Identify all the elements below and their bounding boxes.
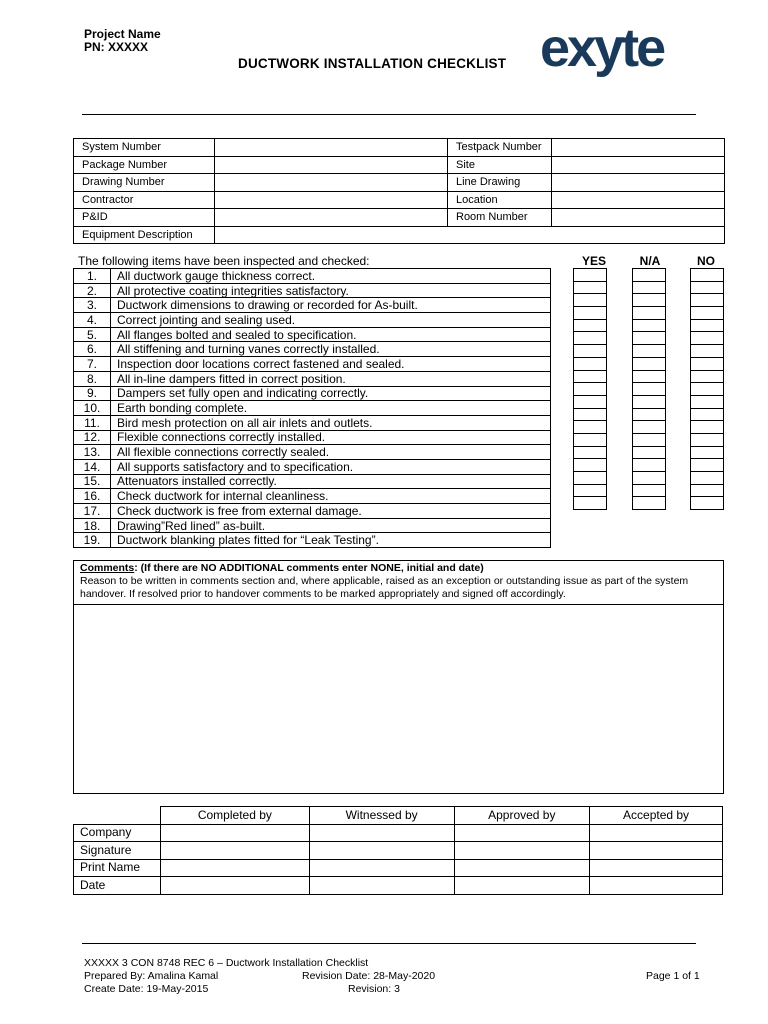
col-na-header: N/A — [639, 254, 661, 268]
signoff-field[interactable] — [161, 859, 310, 877]
info-value-field[interactable] — [552, 156, 725, 174]
signoff-field[interactable] — [454, 824, 590, 842]
checklist-item — [74, 327, 551, 342]
na-checkbox[interactable] — [632, 420, 666, 434]
na-checkbox[interactable] — [632, 484, 666, 498]
info-label: Contractor — [74, 191, 215, 209]
info-row — [74, 209, 725, 227]
info-value-field[interactable] — [215, 209, 448, 227]
checklist-item-number: 19. — [74, 533, 111, 548]
checklist-item-number: 14. — [74, 459, 111, 474]
signoff-col-header: Accepted by — [590, 807, 723, 825]
signoff-row-label: Print Name — [74, 859, 161, 877]
page-title: DUCTWORK INSTALLATION CHECKLIST — [238, 56, 507, 71]
checklist-intro: The following items have been inspected and checked: — [78, 254, 370, 268]
yes-checkbox[interactable] — [573, 370, 607, 384]
checklist-item-number: 6. — [74, 342, 111, 357]
signoff-row — [74, 842, 723, 860]
info-value-field[interactable] — [552, 139, 725, 157]
signoff-field[interactable] — [161, 842, 310, 860]
checklist-item-number: 12. — [74, 430, 111, 445]
signoff-header-row — [74, 807, 723, 825]
signoff-field[interactable] — [590, 824, 723, 842]
yes-checkbox-column — [573, 268, 607, 510]
signoff-corner — [74, 807, 161, 825]
checklist-item-number: 11. — [74, 415, 111, 430]
yes-checkbox[interactable] — [573, 319, 607, 333]
info-table — [73, 138, 725, 244]
checklist-item-text: All in-line dampers fitted in correct position. — [111, 371, 551, 386]
info-row — [74, 226, 725, 244]
signoff-field[interactable] — [309, 859, 454, 877]
info-label: P&ID — [74, 209, 215, 227]
na-checkbox[interactable] — [632, 344, 666, 358]
checklist-item-text: All supports satisfactory and to specification. — [111, 459, 551, 474]
signoff-field[interactable] — [590, 859, 723, 877]
na-checkbox-column — [632, 268, 666, 510]
signoff-field[interactable] — [161, 824, 310, 842]
checklist-item-text: All protective coating integrities satisfactory. — [111, 283, 551, 298]
footer-divider — [82, 943, 696, 944]
checklist-item — [74, 489, 551, 504]
yes-checkbox[interactable] — [573, 395, 607, 409]
checklist-item-text: Inspection door locations correct fastened and sealed. — [111, 357, 551, 372]
info-row — [74, 174, 725, 192]
checklist-item-number: 9. — [74, 386, 111, 401]
checklist-item — [74, 533, 551, 548]
comments-label: Comments — [80, 562, 135, 574]
na-checkbox[interactable] — [632, 395, 666, 409]
no-checkbox[interactable] — [690, 484, 724, 498]
no-checkbox[interactable] — [690, 408, 724, 422]
yes-checkbox[interactable] — [573, 331, 607, 345]
checklist-item — [74, 283, 551, 298]
footer-prepared-by: Prepared By: Amalina Kamal — [84, 970, 219, 982]
info-row — [74, 139, 725, 157]
info-label: System Number — [74, 139, 215, 157]
na-checkbox[interactable] — [632, 281, 666, 295]
checklist-item-text: Flexible connections correctly installed. — [111, 430, 551, 445]
signoff-row-label: Signature — [74, 842, 161, 860]
checklist-item-number: 16. — [74, 489, 111, 504]
na-checkbox[interactable] — [632, 446, 666, 460]
info-label: Drawing Number — [74, 174, 215, 192]
footer-page-number: Page 1 of 1 — [646, 970, 700, 982]
no-checkbox[interactable] — [690, 370, 724, 384]
checklist-item — [74, 298, 551, 313]
no-checkbox[interactable] — [690, 382, 724, 396]
comments-header — [74, 561, 723, 605]
info-label: Package Number — [74, 156, 215, 174]
no-checkbox[interactable] — [690, 420, 724, 434]
signoff-row — [74, 877, 723, 895]
na-checkbox[interactable] — [632, 433, 666, 447]
checklist-item — [74, 371, 551, 386]
signoff-row-label: Date — [74, 877, 161, 895]
info-row — [74, 156, 725, 174]
checklist-item-number: 17. — [74, 504, 111, 519]
signoff-row — [74, 824, 723, 842]
footer-revision-date: Revision Date: 28-May-2020 — [302, 970, 436, 982]
info-label: Testpack Number — [448, 139, 552, 157]
checklist-item — [74, 401, 551, 416]
footer-revision: Revision: 3 — [348, 983, 400, 995]
no-checkbox[interactable] — [690, 433, 724, 447]
no-checkbox[interactable] — [690, 357, 724, 371]
info-value-field[interactable] — [215, 174, 448, 192]
checklist-item — [74, 269, 551, 284]
checklist-item-number: 18. — [74, 518, 111, 533]
header-divider — [82, 114, 696, 115]
project-name: Project Name — [84, 27, 161, 41]
comments-box — [73, 560, 724, 794]
checklist-item — [74, 504, 551, 519]
comments-body: Reason to be written in comments section and, where applicable, raised as an exception or outstanding issue as part of the system handover. If resolved prior to handover comments to be marked appropriately and signed off accordingly. — [80, 575, 689, 600]
no-checkbox[interactable] — [690, 281, 724, 295]
checklist-item-text: Bird mesh protection on all air inlets and outlets. — [111, 415, 551, 430]
no-checkbox[interactable] — [690, 293, 724, 307]
footer-doc-ref: XXXXX 3 CON 8748 REC 6 – Ductwork Installation Checklist — [84, 957, 369, 969]
signoff-field[interactable] — [309, 842, 454, 860]
checklist-item-number: 4. — [74, 313, 111, 328]
logo-text: exyte — [540, 22, 664, 78]
checklist-item-number: 15. — [74, 474, 111, 489]
no-checkbox[interactable] — [690, 471, 724, 485]
checklist-item-number: 1. — [74, 269, 111, 284]
exyte-logo — [540, 22, 702, 82]
checklist-item-text: Correct jointing and sealing used. — [111, 313, 551, 328]
no-checkbox[interactable] — [690, 446, 724, 460]
col-yes-header: YES — [581, 254, 606, 268]
info-value-field[interactable] — [552, 191, 725, 209]
yes-checkbox[interactable] — [573, 496, 607, 510]
checklist-item-text: All stiffening and turning vanes correctly installed. — [111, 342, 551, 357]
no-checkbox[interactable] — [690, 331, 724, 345]
na-checkbox[interactable] — [632, 471, 666, 485]
signoff-field[interactable] — [309, 824, 454, 842]
no-checkbox[interactable] — [690, 395, 724, 409]
checklist-item-text: All ductwork gauge thickness correct. — [111, 269, 551, 284]
info-label: Site — [448, 156, 552, 174]
project-number: PN: XXXXX — [84, 40, 149, 54]
na-checkbox[interactable] — [632, 319, 666, 333]
comments-instruction: : (If there are NO ADDITIONAL comments enter NONE, initial and date) — [134, 562, 484, 574]
signoff-field[interactable] — [590, 877, 723, 895]
checklist-item-number: 13. — [74, 445, 111, 460]
checklist-item — [74, 430, 551, 445]
info-row — [74, 191, 725, 209]
checklist-item-text: Check ductwork is free from external damage. — [111, 504, 551, 519]
checklist-item-number: 5. — [74, 327, 111, 342]
no-checkbox-column — [690, 268, 724, 510]
signoff-row-label: Company — [74, 824, 161, 842]
checklist-item-number: 3. — [74, 298, 111, 313]
no-checkbox[interactable] — [690, 496, 724, 510]
no-checkbox[interactable] — [690, 306, 724, 320]
checklist-table — [73, 268, 551, 548]
checklist-item — [74, 459, 551, 474]
signoff-field[interactable] — [454, 859, 590, 877]
checklist-item — [74, 415, 551, 430]
checklist-item — [74, 445, 551, 460]
checklist-item-text: Drawing”Red lined” as-built. — [111, 518, 551, 533]
info-value-field[interactable] — [215, 191, 448, 209]
na-checkbox[interactable] — [632, 306, 666, 320]
na-checkbox[interactable] — [632, 382, 666, 396]
yes-checkbox[interactable] — [573, 344, 607, 358]
signoff-field[interactable] — [590, 842, 723, 860]
checklist-item-number: 2. — [74, 283, 111, 298]
yes-checkbox[interactable] — [573, 471, 607, 485]
checklist-item-text: All flexible connections correctly sealed. — [111, 445, 551, 460]
no-checkbox[interactable] — [690, 319, 724, 333]
na-checkbox[interactable] — [632, 331, 666, 345]
checklist-item-text: Dampers set fully open and indicating correctly. — [111, 386, 551, 401]
yes-checkbox[interactable] — [573, 382, 607, 396]
checklist-item — [74, 357, 551, 372]
yes-checkbox[interactable] — [573, 458, 607, 472]
yes-checkbox[interactable] — [573, 357, 607, 371]
yes-checkbox[interactable] — [573, 484, 607, 498]
signoff-field[interactable] — [454, 877, 590, 895]
checklist-item-text: Attenuators installed correctly. — [111, 474, 551, 489]
checklist-item — [74, 474, 551, 489]
info-value-field[interactable] — [552, 174, 725, 192]
signoff-row — [74, 859, 723, 877]
signoff-col-header: Witnessed by — [309, 807, 454, 825]
yes-checkbox[interactable] — [573, 433, 607, 447]
signoff-table — [73, 806, 723, 895]
info-label: Line Drawing — [448, 174, 552, 192]
yes-checkbox[interactable] — [573, 293, 607, 307]
na-checkbox[interactable] — [632, 370, 666, 384]
signoff-field[interactable] — [454, 842, 590, 860]
checklist-item-number: 7. — [74, 357, 111, 372]
info-label: Equipment Description — [74, 226, 215, 244]
na-checkbox[interactable] — [632, 408, 666, 422]
na-checkbox[interactable] — [632, 458, 666, 472]
checklist-item — [74, 313, 551, 328]
no-checkbox[interactable] — [690, 458, 724, 472]
checklist-item — [74, 386, 551, 401]
footer-create-date: Create Date: 19-May-2015 — [84, 983, 209, 995]
signoff-col-header: Completed by — [161, 807, 310, 825]
checklist-item-number: 10. — [74, 401, 111, 416]
info-value-field[interactable] — [552, 209, 725, 227]
checklist-item — [74, 518, 551, 533]
checklist-item-text: Check ductwork for internal cleanliness. — [111, 489, 551, 504]
na-checkbox[interactable] — [632, 293, 666, 307]
yes-checkbox[interactable] — [573, 281, 607, 295]
equipment-description-field[interactable] — [215, 226, 725, 244]
yes-checkbox[interactable] — [573, 446, 607, 460]
no-checkbox[interactable] — [690, 268, 724, 282]
signoff-field[interactable] — [309, 877, 454, 895]
na-checkbox[interactable] — [632, 496, 666, 510]
checklist-item-text: Ductwork blanking plates fitted for “Leak Testing”. — [111, 533, 551, 548]
yes-checkbox[interactable] — [573, 408, 607, 422]
na-checkbox[interactable] — [632, 357, 666, 371]
info-value-field[interactable] — [215, 156, 448, 174]
signoff-field[interactable] — [161, 877, 310, 895]
yes-checkbox[interactable] — [573, 268, 607, 282]
info-label: Room Number — [448, 209, 552, 227]
yes-checkbox[interactable] — [573, 420, 607, 434]
na-checkbox[interactable] — [632, 268, 666, 282]
comments-entry-area[interactable] — [74, 605, 723, 793]
checklist-item-text: Earth bonding complete. — [111, 401, 551, 416]
col-no-header: NO — [697, 254, 715, 268]
checklist-item-number: 8. — [74, 371, 111, 386]
info-label: Location — [448, 191, 552, 209]
yes-checkbox[interactable] — [573, 306, 607, 320]
signoff-col-header: Approved by — [454, 807, 590, 825]
no-checkbox[interactable] — [690, 344, 724, 358]
info-value-field[interactable] — [215, 139, 448, 157]
checklist-item-text: All flanges bolted and sealed to specification. — [111, 327, 551, 342]
checklist-item-text: Ductwork dimensions to drawing or recorded for As-built. — [111, 298, 551, 313]
checklist-item — [74, 342, 551, 357]
